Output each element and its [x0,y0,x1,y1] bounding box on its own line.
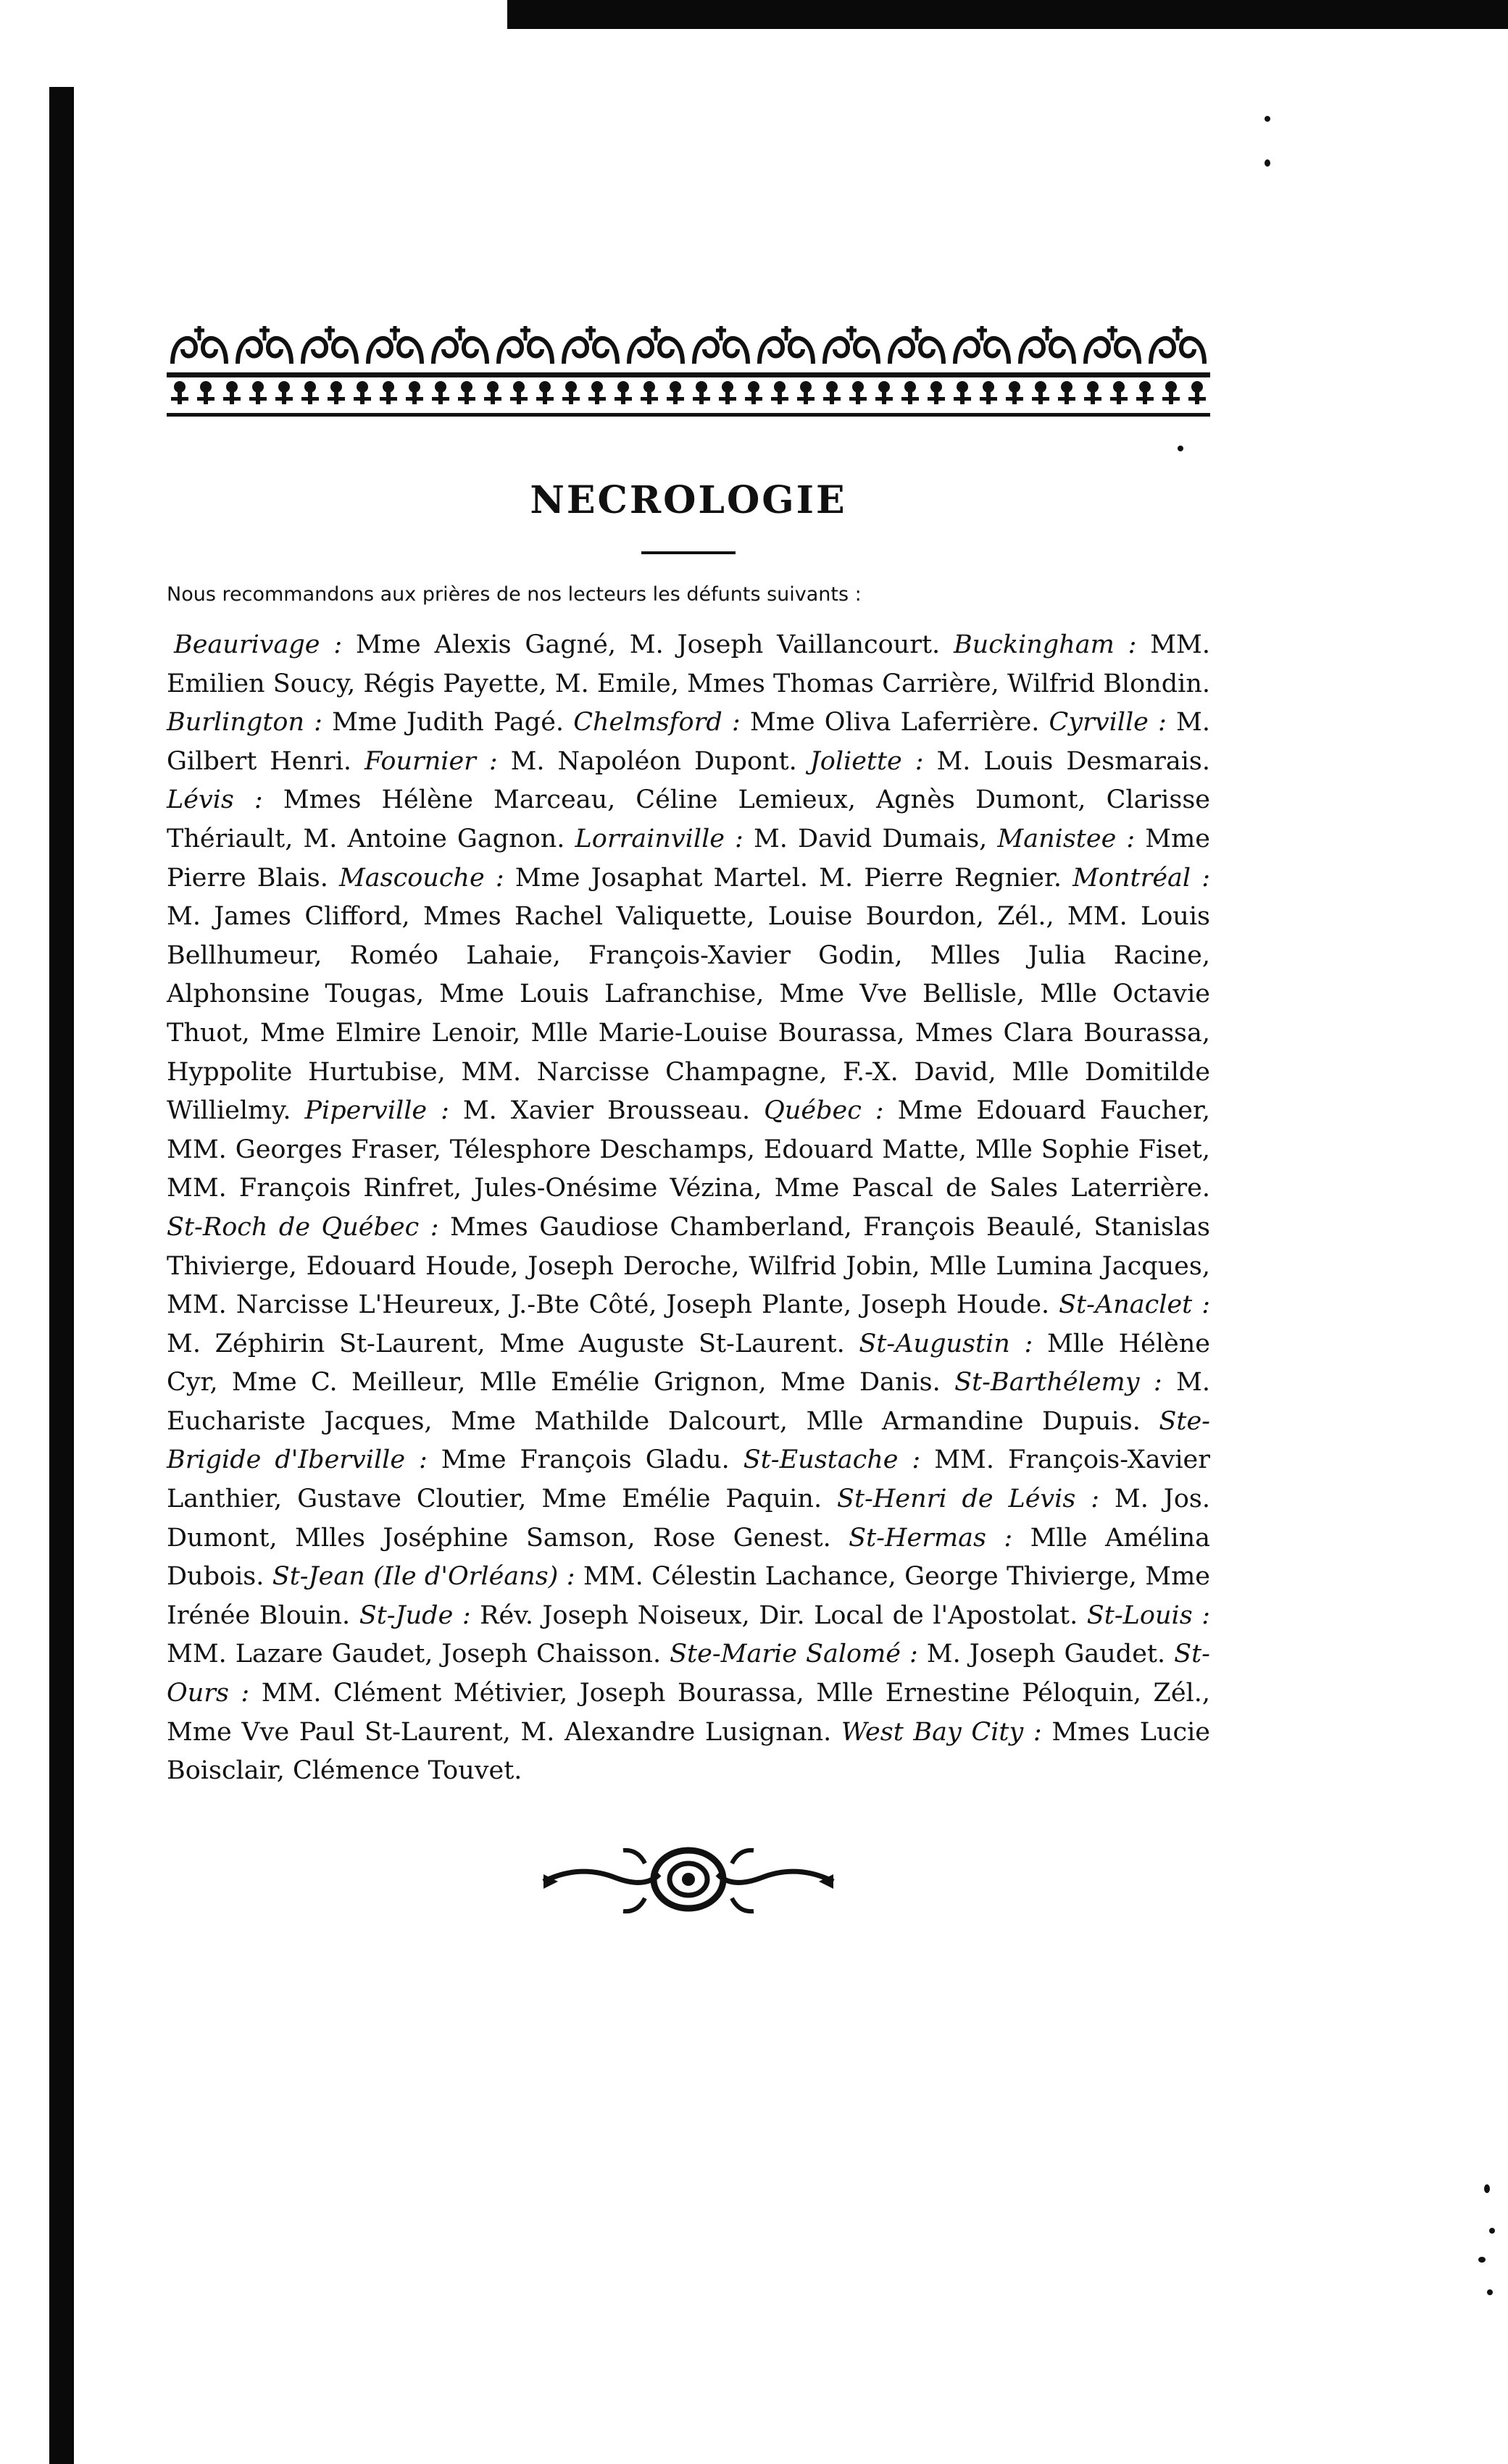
parish-name: Manistee : [997,824,1136,853]
ornamental-tailpiece [536,1834,841,1929]
deceased-names: MM. Lazare Gaudet, Joseph Chaisson. [167,1640,670,1669]
page-title: NECROLOGIE [530,478,847,522]
deceased-names: Mme Oliva Laferrière. [740,708,1049,738]
parish-name: Buckingham : [953,630,1137,659]
deceased-names: Mme Edouard Faucher, MM. Georges Fraser, Télesphore Deschamps, Edouard Matte, Mlle Sophie Fiset, MM. François Rinfret, Jules-Onésime Vézina, Mme Pascal de Sales Laterrière. [167,1096,1210,1203]
deceased-names: MM. Célestin Lachance, George Thivierge, Mme Irénée Blouin. [167,1562,1210,1630]
ornamental-header-band [167,319,1210,427]
deceased-names: Mmes Lucie Boisclair, Clémence Touvet. [167,1717,1210,1786]
parish-name: Ste-Brigide d'Iberville : [167,1406,1210,1475]
deceased-names: MM. Clément Métivier, Joseph Bourassa, Mlle Ernestine Péloquin, Zél., Mme Vve Paul St-Laurent, M. Alexandre Lusignan. [167,1679,1210,1747]
parish-name: St-Eustache : [743,1445,921,1475]
parish-name: St-Jean (Ile d'Orléans) : [272,1562,575,1592]
deceased-names: Mmes Gaudiose Chamberland, François Beaulé, Stanislas Thivierge, Edouard Houde, Joseph Deroche, Wilfrid Jobin, Mlle Lumina Jacques, MM. Narcisse L'Heureux, J.-Bte Côté, Joseph Plante, Joseph Houde. [167,1212,1210,1320]
parish-name: Québec : [764,1096,884,1126]
deceased-names: M. Eucharistе Jacques, Mme Mathilde Dalcourt, Mlle Armandine Dupuis. [167,1368,1210,1436]
scan-speck [1265,159,1270,167]
parish-name: Mascouche : [338,863,504,893]
deceased-names: Mme François Gladu. [427,1445,743,1475]
parish-name: St-Henri de Lévis : [836,1484,1100,1514]
parish-name: Burlington : [167,708,322,738]
parish-name: Piperville : [304,1096,449,1126]
parish-name: Cyrville : [1049,708,1167,738]
parish-name: St-Ours : [167,1640,1210,1708]
deceased-names: M. Zéphirin St-Laurent, Mme Auguste St-Laurent. [167,1329,859,1358]
scan-speck [1489,2228,1495,2234]
deceased-names: Mme Judith Pagé. [322,708,574,738]
parish-name: St-Hermas : [849,1523,1013,1553]
parish-name: Fournier : [364,746,498,776]
deceased-names: Mlle Amélina Dubois. [167,1523,1210,1592]
parish-name: West Bay City : [841,1717,1042,1747]
deceased-names: Mlle Hélène Cyr, Mme C. Meilleur, Mlle Emélie Grignon, Mme Danis. [167,1329,1211,1398]
deceased-names: Mmes Hélène Marceau, Céline Lemieux, Agnès Dumont, Clarisse Thériault, M. Antoine Gagnon. [167,785,1210,853]
deceased-names: Mme Josaphat Martel. M. Pierre Regnier. [504,863,1073,893]
page [167,319,1210,1929]
deceased-names: M. Napoléon Dupont. [497,746,810,776]
deceased-names: M. Jos. Dumont, Mlles Joséphine Samson, Rose Genest. [167,1484,1210,1553]
scan-border-left [49,87,74,2464]
deceased-names: M. Joseph Gaudet. [917,1640,1175,1669]
parish-name: Beaurivage : [174,630,343,659]
intro-text: Nous recommandons aux prières de nos lecteurs les défunts suivants : [167,583,862,606]
parish-name: St-Augustin : [859,1329,1033,1358]
deceased-names: MM. Emilien Soucy, Régis Payette, M. Emile, Mmes Thomas Carrière, Wilfrid Blondin. [167,630,1210,698]
scan-speck [1487,2289,1493,2295]
scan-border-top [507,0,1508,29]
scan-speck [1484,2184,1490,2193]
parish-name: Lévis : [167,785,263,815]
scan-speck [1265,116,1270,122]
deceased-names: Mme Pierre Blais. [167,824,1210,893]
parish-name: Ste-Marie Salomé : [670,1640,918,1669]
title-rule [641,551,736,554]
parish-name: St-Barthélemy : [954,1368,1162,1398]
parish-name: Chelmsford : [573,708,741,738]
deceased-names: M. David Dumais, [743,824,998,853]
parish-name: Joliette : [809,746,924,776]
parish-name: St-Louis : [1086,1600,1210,1630]
deceased-names: M. James Clifford, Mmes Rachel Valiquette, Louise Bourdon, Zél., MM. Louis Bellhumeur, Roméo Lahaie, François-Xavier Godin, Mlles Julia Racine, Alphonsine Tougas, Mme Louis Lafranchise, Mme Vve Bellisle, Mlle Octavie Thuot, Mme Elmire Lenoir, Mlle Marie-Louise Bourassa, Mmes Clara Bourassa, Hyppolite Hurtubise, MM. Narcisse Champagne, F.-X. David, Mlle Domitilde Willielmy. [167,902,1210,1126]
deceased-names: M. Louis Desmarais. [923,746,1211,776]
parish-name: Lorrainville : [575,824,743,853]
deceased-names: Mme Alexis Gagné, M. Joseph Vaillancourt. [342,630,954,659]
scan-speck [1478,2257,1486,2263]
parish-name: Montréal : [1072,863,1211,893]
parish-name: St-Roch de Québec : [167,1212,439,1242]
parish-name: St-Anaclet : [1059,1290,1210,1320]
deceased-names: M. Xavier Brousseau. [449,1096,765,1126]
deceased-names: M. Gilbert Henri. [167,708,1210,776]
deceased-names: Rév. Joseph Noiseux, Dir. Local de l'Apostolat. [470,1600,1087,1630]
deceased-names: MM. François-Xavier Lanthier, Gustave Cloutier, Mme Emélie Paquin. [167,1445,1210,1514]
parish-name: St-Jude : [359,1600,471,1630]
obituary-paragraph [167,626,1210,1791]
